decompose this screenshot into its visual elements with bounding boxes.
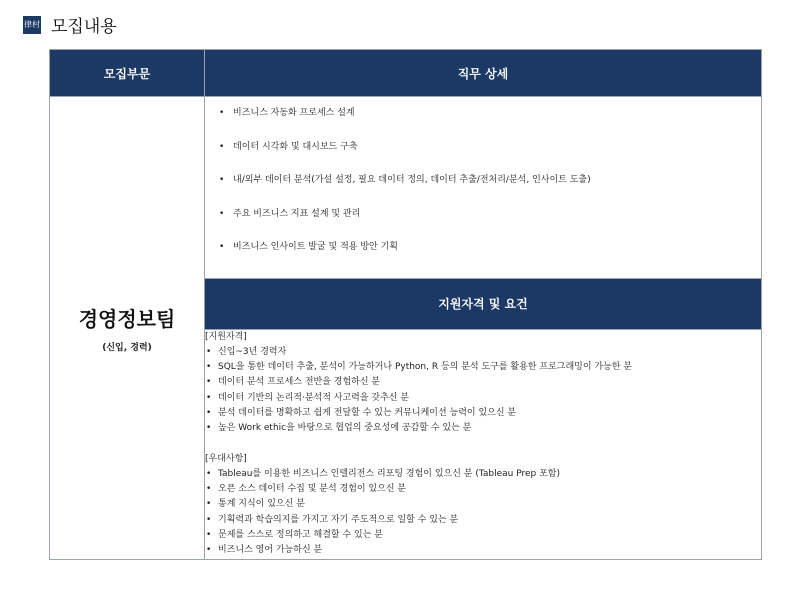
team-hire-type: (신입, 경력) [102, 342, 152, 353]
list-item: • 데이터 분석 프로세스 전반을 경험하신 분 [205, 375, 761, 390]
table-header-row [50, 50, 762, 97]
team-cell [50, 97, 205, 560]
list-item: • 높은 Work ethic을 바탕으로 협업의 중요성에 공감할 수 있는 분 [205, 421, 761, 436]
section-title: 모집내용 [51, 17, 117, 37]
duties-list [205, 97, 761, 278]
preferred-title: [우대사항] [205, 453, 247, 464]
company-logo: 律村 [23, 16, 41, 34]
list-item: • 비즈니스 영어 가능하신 분 [205, 543, 761, 558]
duties-cell [205, 97, 762, 279]
preferred-list [205, 467, 761, 559]
requirements-list [205, 345, 761, 437]
list-item: • Tableau를 이용한 비즈니스 인텔리전스 리포팅 경험이 있으신 분 (Tableau Prep 포함) [205, 467, 761, 482]
list-item: • 기획력과 학습의지를 가지고 자기 주도적으로 일할 수 있는 분 [205, 513, 761, 528]
list-item: • 데이터 시각화 및 대시보드 구축 [219, 140, 761, 174]
section-header [23, 12, 117, 37]
requirements-title: [지원자격] [205, 331, 247, 342]
list-item: • 주요 비즈니스 지표 설계 및 관리 [219, 207, 761, 241]
quals-header: 지원자격 및 요건 [205, 278, 762, 329]
list-item: • 내/외부 데이터 분석(가설 설정, 필요 데이터 정의, 데이터 추출/전처리/분석, 인사이트 도출) [219, 173, 761, 207]
duties-row [50, 97, 762, 279]
team-name: 경영정보팀 [78, 306, 176, 331]
col-header-department: 모집부문 [50, 50, 205, 97]
list-item: • 오픈 소스 데이터 수집 및 분석 경험이 있으신 분 [205, 482, 761, 497]
list-item: • 비즈니스 자동화 프로세스 설계 [219, 106, 761, 140]
list-item: • 신입~3년 경력자 [205, 345, 761, 360]
recruitment-table [49, 49, 762, 560]
quals-cell [205, 329, 762, 559]
list-item: • 분석 데이터를 명확하고 쉽게 전달할 수 있는 커뮤니케이션 능력이 있으신 분 [205, 406, 761, 421]
list-item: • SQL을 통한 데이터 추출, 분석이 가능하거나 Python, R 등의 분석 도구를 활용한 프로그래밍이 가능한 분 [205, 360, 761, 375]
section-gap [205, 437, 761, 452]
list-item: • 데이터 기반의 논리적·분석적 사고력을 갖추신 분 [205, 391, 761, 406]
list-item: • 비즈니스 인사이트 발굴 및 적용 방안 기획 [219, 240, 761, 274]
list-item: • 통계 지식이 있으신 분 [205, 497, 761, 512]
col-header-job-detail: 직무 상세 [205, 50, 762, 97]
list-item: • 문제를 스스로 정의하고 해결할 수 있는 분 [205, 528, 761, 543]
